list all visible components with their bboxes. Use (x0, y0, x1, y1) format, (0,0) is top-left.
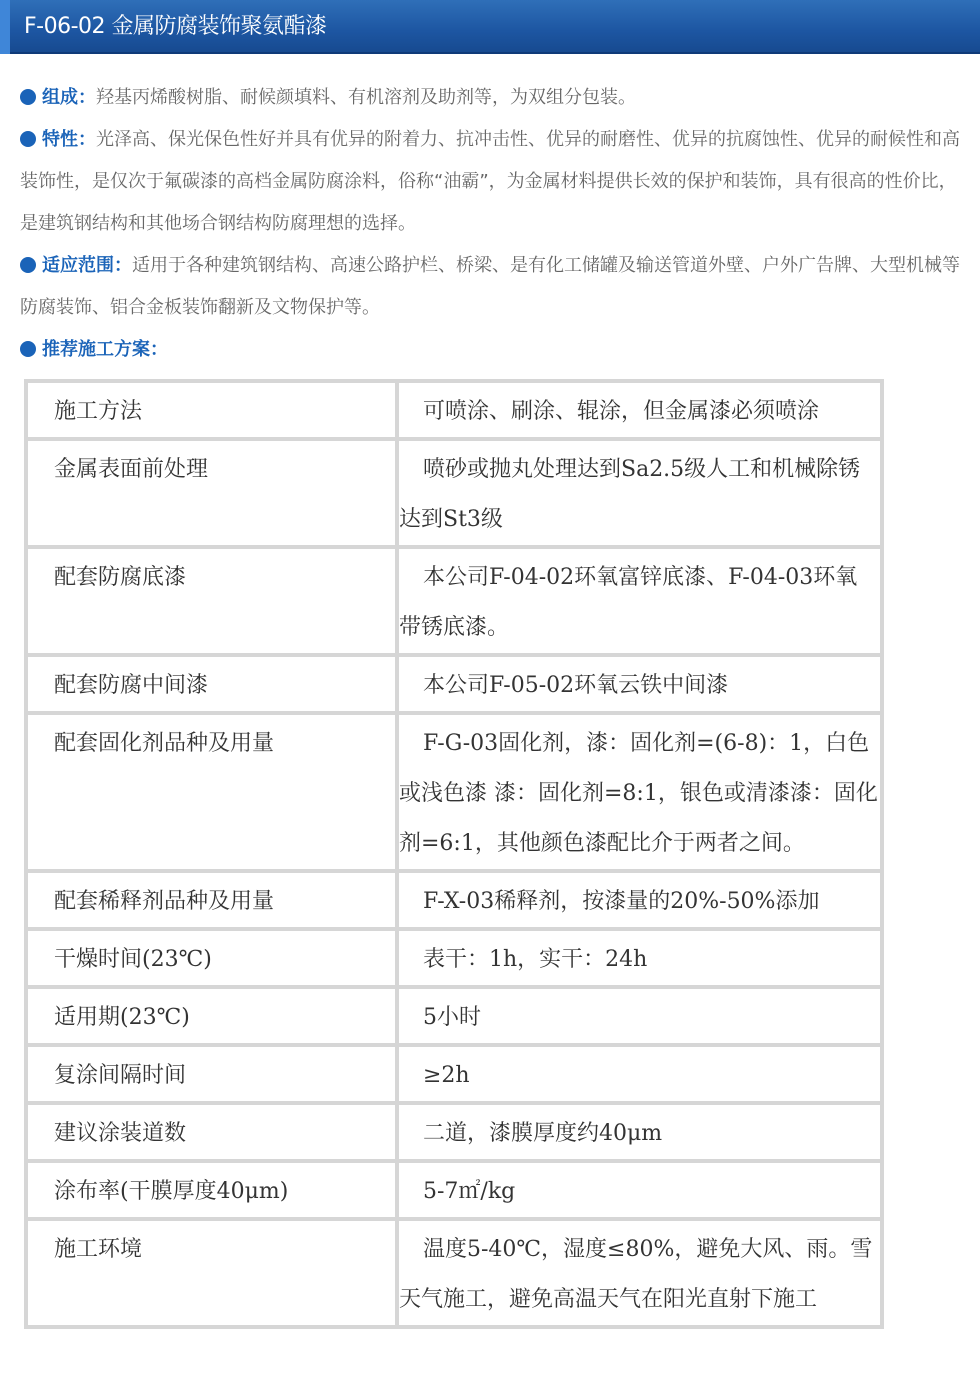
composition-text: 羟基丙烯酸树脂、耐候颜填料、有机溶剂及助剂等，为双组分包装。 (96, 87, 636, 108)
spec-key: 金属表面前处理 (26, 439, 397, 547)
composition-section (20, 77, 965, 119)
spec-key: 配套固化剂品种及用量 (26, 713, 397, 871)
spec-value: 可喷涂、刷涂、辊涂，但金属漆必须喷涂 (397, 381, 882, 439)
spec-value: ≥2h (397, 1045, 882, 1103)
construction-spec-table (24, 379, 884, 1329)
bullet-icon (20, 257, 36, 273)
header-accent-bar (0, 0, 10, 54)
spec-key: 涂布率(干膜厚度40μm) (26, 1161, 397, 1219)
spec-key: 建议涂装道数 (26, 1103, 397, 1161)
features-label: 特性： (42, 129, 96, 150)
spec-value: F-G-03固化剂，漆：固化剂=(6-8)：1，白色或浅色漆 漆：固化剂=8:1，银色或清漆漆：固化剂=6:1，其他颜色漆配比介于两者之间。 (397, 713, 882, 871)
table-row (26, 547, 882, 655)
page-title: F-06-02 金属防腐装饰聚氨酯漆 (24, 14, 327, 39)
page-header (0, 0, 980, 54)
spec-value: 5小时 (397, 987, 882, 1045)
table-row (26, 871, 882, 929)
bullet-icon (20, 341, 36, 357)
table-row (26, 439, 882, 547)
table-row (26, 1045, 882, 1103)
table-row (26, 1103, 882, 1161)
table-row (26, 381, 882, 439)
table-row (26, 655, 882, 713)
spec-value: 喷砂或抛丸处理达到Sa2.5级人工和机械除锈达到St3级 (397, 439, 882, 547)
spec-value: 本公司F-04-02环氧富锌底漆、F-04-03环氧带锈底漆。 (397, 547, 882, 655)
spec-key: 复涂间隔时间 (26, 1045, 397, 1103)
scope-text: 适用于各种建筑钢结构、高速公路护栏、桥梁、是有化工储罐及输送管道外壁、户外广告牌、大型机械等防腐装饰、铝合金板装饰翻新及文物保护等。 (20, 255, 960, 318)
spec-key: 配套防腐底漆 (26, 547, 397, 655)
scope-label: 适应范围： (42, 255, 132, 276)
spec-value: 二道，漆膜厚度约40μm (397, 1103, 882, 1161)
spec-key: 干燥时间(23℃) (26, 929, 397, 987)
table-row (26, 1161, 882, 1219)
table-row (26, 929, 882, 987)
spec-key: 适用期(23℃) (26, 987, 397, 1045)
table-row (26, 1219, 882, 1327)
scope-section (20, 245, 965, 329)
spec-value: 5-7㎡/kg (397, 1161, 882, 1219)
spec-value: 本公司F-05-02环氧云铁中间漆 (397, 655, 882, 713)
table-row (26, 713, 882, 871)
features-text: 光泽高、保光保色性好并具有优异的附着力、抗冲击性、优异的耐磨性、优异的抗腐蚀性、优异的耐候性和高装饰性，是仅次于氟碳漆的高档金属防腐涂料，俗称“油霸”，为金属材料提供长效的保护和装饰，具有很高的性价比，是建筑钢结构和其他场合钢结构防腐理想的选择。 (20, 129, 960, 234)
features-section (20, 119, 965, 245)
spec-value: 表干：1h，实干：24h (397, 929, 882, 987)
spec-key: 配套稀释剂品种及用量 (26, 871, 397, 929)
bullet-icon (20, 89, 36, 105)
spec-value: F-X-03稀释剂，按漆量的20%-50%添加 (397, 871, 882, 929)
composition-label: 组成： (42, 87, 96, 108)
plan-label: 推荐施工方案： (42, 339, 168, 360)
bullet-icon (20, 131, 36, 147)
plan-section (20, 329, 965, 371)
spec-key: 配套防腐中间漆 (26, 655, 397, 713)
table-row (26, 987, 882, 1045)
spec-key: 施工方法 (26, 381, 397, 439)
spec-key: 施工环境 (26, 1219, 397, 1327)
spec-value: 温度5-40℃，湿度≤80%，避免大风、雨。雪天气施工，避免高温天气在阳光直射下施工 (397, 1219, 882, 1327)
